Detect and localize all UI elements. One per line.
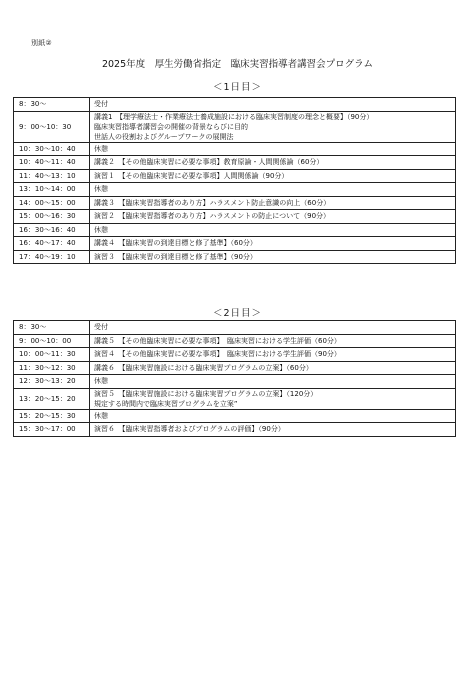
schedule-content-line: 講義1 【理学療法士・作業療法士養成施設における臨床実習制度の理念と概要】（90分） xyxy=(94,112,374,121)
schedule-content-cell xyxy=(90,334,456,348)
day2-schedule-body xyxy=(14,321,456,437)
day1-heading: ＜1日目＞ xyxy=(212,82,263,93)
schedule-row xyxy=(14,361,456,375)
schedule-content-cell xyxy=(90,409,456,423)
schedule-content-line: 演習６ 【臨床実習指導者およびプログラムの評価】（90分） xyxy=(94,425,285,434)
schedule-content-line: 講義６ 【臨床実習施設における臨床実習プログラムの立案】（60分） xyxy=(94,363,313,372)
schedule-time-cell: 8：30～ xyxy=(14,321,90,335)
schedule-content-line: 演習１ 【その他臨床実習に必要な事項】人間関係論（90分） xyxy=(94,171,289,180)
schedule-content-cell xyxy=(90,196,456,210)
schedule-content-line: 世話人の役割およびグループワークの展開法 xyxy=(94,132,234,141)
document-title: 2025年度 厚生労働省指定 臨床実習指導者講習会プログラム xyxy=(101,59,374,70)
schedule-content-line: 休憩 xyxy=(94,144,108,153)
schedule-content-line: 講義４ 【臨床実習の到達目標と修了基準】（60分） xyxy=(94,239,257,248)
schedule-content-cell xyxy=(90,156,456,170)
schedule-content-cell xyxy=(90,169,456,183)
schedule-time-cell: 8：30～ xyxy=(14,98,90,112)
schedule-row xyxy=(14,237,456,251)
schedule-content-cell xyxy=(90,423,456,437)
schedule-content-line: 受付 xyxy=(94,100,108,109)
schedule-time-cell: 15：00～16：30 xyxy=(14,210,90,224)
schedule-time-cell: 10：00～11：30 xyxy=(14,348,90,362)
schedule-content-cell xyxy=(90,348,456,362)
schedule-row xyxy=(14,142,456,156)
schedule-row xyxy=(14,321,456,335)
schedule-row xyxy=(14,169,456,183)
schedule-content-line: 講義３ 【臨床実習指導者のあり方】ハラスメント防止意識の向上（60分） xyxy=(94,198,331,207)
schedule-content-line: 演習５ 【臨床実習施設における臨床実習プログラムの立案】（120分） xyxy=(94,389,318,398)
schedule-time-cell: 11：30～12：30 xyxy=(14,361,90,375)
schedule-row xyxy=(14,388,456,409)
schedule-time-cell: 9：00～10：30 xyxy=(14,111,90,142)
schedule-content-line: 講義２ 【その他臨床実習に必要な事項】教育原論・人間関係論（60分） xyxy=(94,158,324,167)
schedule-content-cell xyxy=(90,210,456,224)
schedule-content-line: 休憩 xyxy=(94,411,108,420)
schedule-row xyxy=(14,111,456,142)
schedule-time-cell: 15：20～15：30 xyxy=(14,409,90,423)
schedule-row xyxy=(14,409,456,423)
schedule-content-cell xyxy=(90,111,456,142)
schedule-content-line: 講義５ 【その他臨床実習に必要な事項】 臨床実習における学生評価（60分） xyxy=(94,336,341,345)
schedule-row xyxy=(14,250,456,264)
day1-schedule-body xyxy=(14,98,456,264)
schedule-row xyxy=(14,423,456,437)
schedule-time-cell: 11：40～13：10 xyxy=(14,169,90,183)
schedule-row xyxy=(14,223,456,237)
schedule-content-cell xyxy=(90,361,456,375)
schedule-time-cell: 16：40～17：40 xyxy=(14,237,90,251)
schedule-time-cell: 17：40～19：10 xyxy=(14,250,90,264)
schedule-content-line: 臨床実習指導者講習会の開催の背景ならびに目的 xyxy=(94,122,248,131)
schedule-row xyxy=(14,375,456,389)
schedule-content-cell xyxy=(90,250,456,264)
schedule-row xyxy=(14,348,456,362)
schedule-content-line: 規定する時間内で臨床実習プログラムを立案” xyxy=(94,399,238,408)
schedule-content-line: 演習３ 【臨床実習の到達目標と修了基準】（90分） xyxy=(94,252,257,261)
day1-schedule-table xyxy=(13,97,456,264)
schedule-time-cell: 15：30～17：00 xyxy=(14,423,90,437)
schedule-content-line: 演習４ 【その他臨床実習に必要な事項】 臨床実習における学生評価（90分） xyxy=(94,350,341,359)
schedule-content-cell xyxy=(90,142,456,156)
schedule-time-cell: 10：30～10：40 xyxy=(14,142,90,156)
schedule-time-cell: 12：30～13：20 xyxy=(14,375,90,389)
schedule-content-line: 休憩 xyxy=(94,225,108,234)
schedule-content-line: 休憩 xyxy=(94,185,108,194)
schedule-time-cell: 13：20～15：20 xyxy=(14,388,90,409)
schedule-content-line: 休憩 xyxy=(94,377,108,386)
schedule-row xyxy=(14,334,456,348)
schedule-row xyxy=(14,183,456,197)
schedule-time-cell: 13：10～14：00 xyxy=(14,183,90,197)
schedule-content-cell xyxy=(90,183,456,197)
schedule-content-cell xyxy=(90,98,456,112)
schedule-row xyxy=(14,210,456,224)
schedule-time-cell: 16：30～16：40 xyxy=(14,223,90,237)
schedule-row xyxy=(14,196,456,210)
schedule-time-cell: 9：00～10：00 xyxy=(14,334,90,348)
day2-schedule-table xyxy=(13,320,456,437)
schedule-content-line: 演習２ 【臨床実習指導者のあり方】ハラスメントの防止について（90分） xyxy=(94,212,331,221)
schedule-content-line: 受付 xyxy=(94,323,108,332)
schedule-time-cell: 10：40～11：40 xyxy=(14,156,90,170)
schedule-row xyxy=(14,98,456,112)
schedule-content-cell xyxy=(90,388,456,409)
schedule-time-cell: 14：00～15：00 xyxy=(14,196,90,210)
schedule-row xyxy=(14,156,456,170)
schedule-content-cell xyxy=(90,237,456,251)
annex-label: 別紙② xyxy=(31,39,52,47)
day2-heading: ＜2日目＞ xyxy=(212,308,263,319)
schedule-content-cell xyxy=(90,321,456,335)
schedule-content-cell xyxy=(90,375,456,389)
schedule-content-cell xyxy=(90,223,456,237)
